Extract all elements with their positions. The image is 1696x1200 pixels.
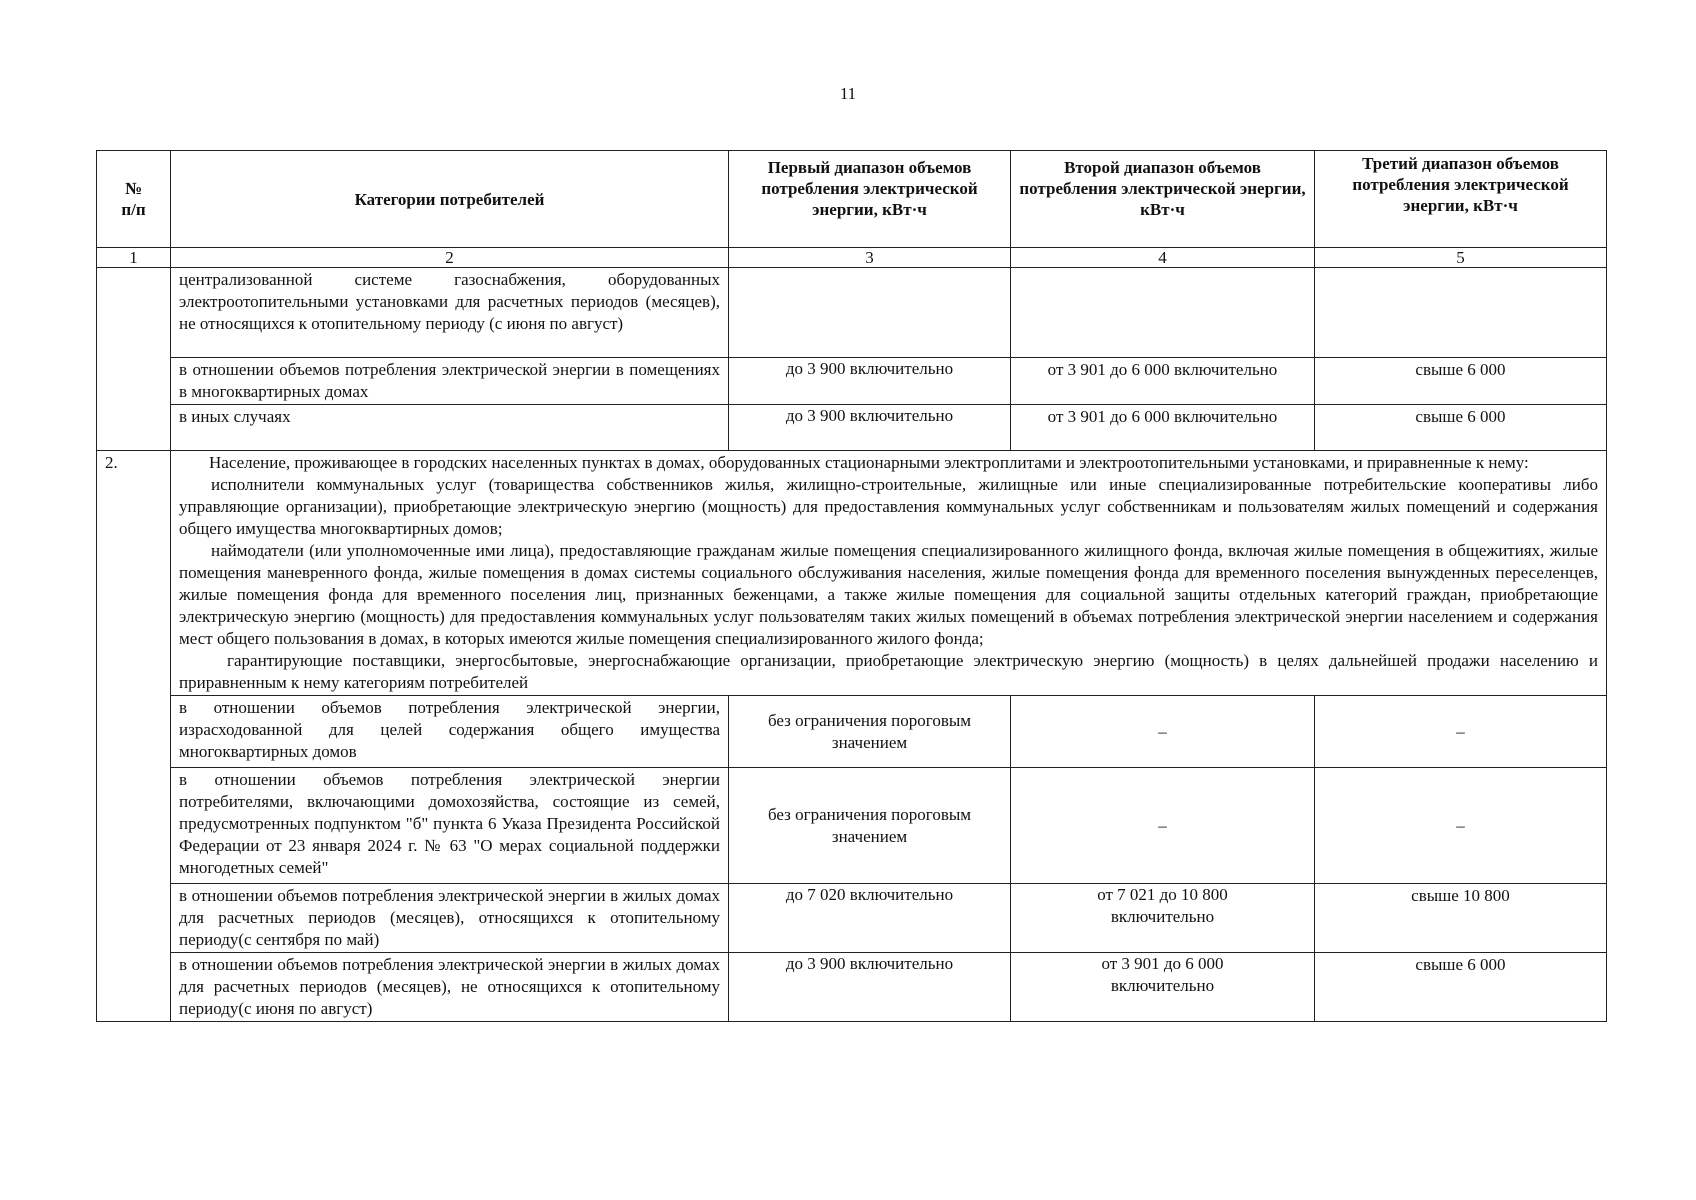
range1-value: до 3 900 включительно <box>729 358 1011 405</box>
section-paragraph: исполнители коммунальных услуг (товарищества собственников жилья, жилищно-строительные, жилищные или иные специализированные потребительские кооперативы либо управляющие организации), приобретающие электрическую энергию (мощность) для предоставления коммунальных услуг собственникам и пользователям жилых помещений и содержания общего имущества многоквартирных домов; <box>179 475 1598 538</box>
range1-value: до 3 900 включительно <box>729 405 1011 451</box>
range3-value <box>1315 268 1607 358</box>
row-category: в иных случаях <box>171 405 729 451</box>
row-category: в отношении объемов потребления электрической энергии, израсходованной для целей содержания общего имущества многоквартирных домов <box>171 696 729 768</box>
row-category: в отношении объемов потребления электрической энергии в жилых домах для расчетных периодов (месяцев), не относящихся к отопительному периоду(с июня по август) <box>171 953 729 1022</box>
range3-value: – <box>1315 696 1607 768</box>
range2-value: от 3 901 до 6 000 включительно <box>1011 405 1315 451</box>
range3-value: – <box>1315 768 1607 884</box>
row-category: централизованной системе газоснабжения, оборудованных электроотопительными установками для расчетных периодов (месяцев), не относящихся к отопительному периоду (с июня по август) <box>171 268 729 358</box>
row-category: в отношении объемов потребления электрической энергии в помещениях в многоквартирных домах <box>171 358 729 405</box>
section-paragraph: наймодатели (или уполномоченные ими лица), предоставляющие гражданам жилые помещения специализированного жилищного фонда, включая жилые помещения в общежитиях, жилые помещения маневренного фонда, жилые помещения в домах системы социального обслуживания населения, жилые помещения фонда для временного поселения вынужденных переселенцев, жилые помещения фонда для временного поселения лиц, признанных беженцами, а также жилые помещения для социальной защиты отдельных категорий граждан, приобретающие электрическую энергию (мощность) для предоставления коммунальных услуг пользователям таких жилых помещений в объемах потребления электрической энергии населением и содержания мест общего пользования в домах, в которых имеются жилые помещения специализированного жилого фонда; <box>179 541 1598 648</box>
section-paragraph: Население, проживающее в городских населенных пунктах в домах, оборудованных стационарными электроплитами и электроотопительными установками, и приравненные к нему: <box>209 453 1529 472</box>
column-index: 4 <box>1011 248 1315 268</box>
table-row <box>97 405 1607 451</box>
header-range2: Второй диапазон объемов потребления электрической энергии, кВт·ч <box>1011 151 1315 248</box>
header-row <box>97 151 1607 248</box>
header-range1: Первый диапазон объемов потребления электрической энергии, кВт·ч <box>729 151 1011 248</box>
range2-value: – <box>1011 696 1315 768</box>
range1-value <box>729 268 1011 358</box>
row-category: в отношении объемов потребления электрической энергии в жилых домах для расчетных периодов (месяцев), относящихся к отопительному периоду(с сентября по май) <box>171 884 729 953</box>
section-description <box>171 451 1607 696</box>
range2-value: от 3 901 до 6 000 включительно <box>1011 953 1315 1022</box>
header-num: № п/п <box>97 151 171 248</box>
range2-value: от 3 901 до 6 000 включительно <box>1011 358 1315 405</box>
range1-value: до 7 020 включительно <box>729 884 1011 953</box>
table-row <box>97 953 1607 1022</box>
column-index: 2 <box>171 248 729 268</box>
range3-value: свыше 6 000 <box>1315 953 1607 1022</box>
row-category: в отношении объемов потребления электрической энергии потребителями, включающими домохозяйства, состоящие из семей, предусмотренных подпунктом "б" пункта 6 Указа Президента Российской Федерации от 23 января 2024 г. № 63 "О мерах социальной поддержки многодетных семей" <box>171 768 729 884</box>
column-index: 5 <box>1315 248 1607 268</box>
range2-value <box>1011 268 1315 358</box>
header-range3: Третий диапазон объемов потребления электрической энергии, кВт·ч <box>1315 151 1607 248</box>
table-row <box>97 768 1607 884</box>
row-number <box>97 268 171 451</box>
range3-value: свыше 6 000 <box>1315 358 1607 405</box>
consumption-ranges-table <box>96 150 1607 1022</box>
column-index: 1 <box>97 248 171 268</box>
range1-value: до 3 900 включительно <box>729 953 1011 1022</box>
row-number: 2. <box>97 451 171 1022</box>
section-header-row <box>97 451 1607 696</box>
range3-value: свыше 6 000 <box>1315 405 1607 451</box>
column-index-row <box>97 248 1607 268</box>
table-row <box>97 696 1607 768</box>
range2-value: – <box>1011 768 1315 884</box>
table-row <box>97 884 1607 953</box>
table-row <box>97 268 1607 358</box>
range1-value: без ограничения пороговым значением <box>729 768 1011 884</box>
page-number: 11 <box>839 84 857 103</box>
range1-value: без ограничения пороговым значением <box>729 696 1011 768</box>
range3-value: свыше 10 800 <box>1315 884 1607 953</box>
range2-value: от 7 021 до 10 800 включительно <box>1011 884 1315 953</box>
column-index: 3 <box>729 248 1011 268</box>
section-paragraph: гарантирующие поставщики, энергосбытовые, энергоснабжающие организации, приобретающие электрическую энергию (мощность) в целях дальнейшей продажи населению и приравненным к нему категориям потребителей <box>179 651 1598 692</box>
table-row <box>97 358 1607 405</box>
header-category: Категории потребителей <box>171 151 729 248</box>
